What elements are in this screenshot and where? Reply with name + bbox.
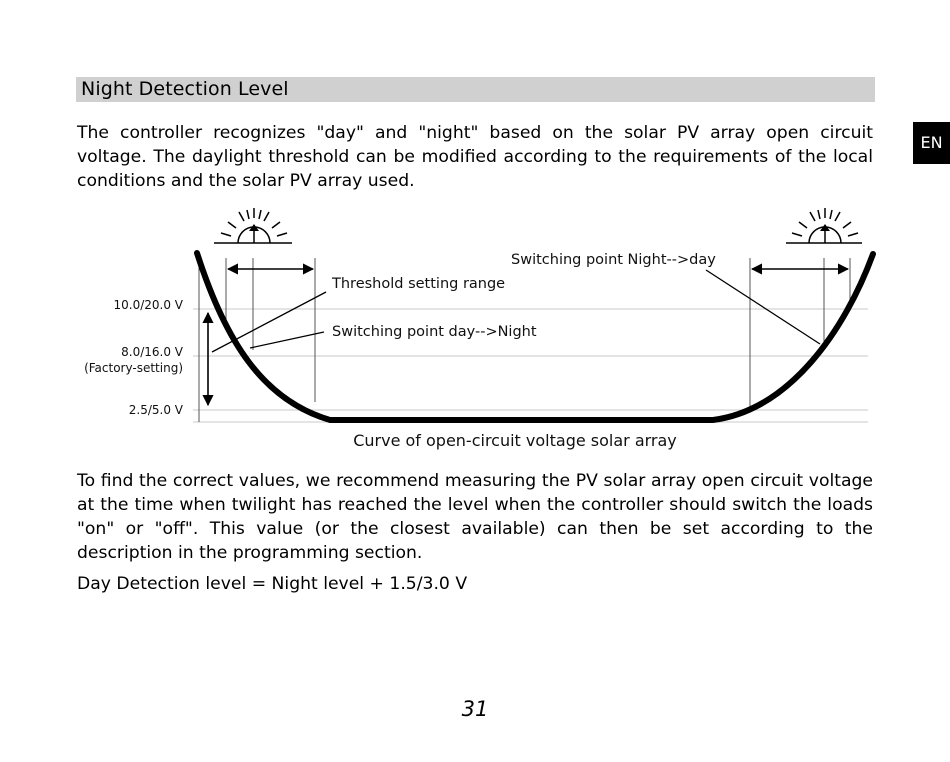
annotation-switch-night-day: Switching point Night-->day	[511, 252, 716, 268]
language-tab[interactable]: EN	[913, 122, 950, 164]
y-label-low: 2.5/5.0 V	[128, 403, 183, 417]
leader-day-night	[250, 332, 324, 348]
annotation-threshold-range: Threshold setting range	[332, 276, 506, 292]
y-label-mid-note: (Factory-setting)	[84, 361, 183, 375]
page-number: 31	[461, 697, 489, 721]
day-detection-formula: Day Detection level = Night level + 1.5/3.0 V	[77, 574, 468, 594]
intro-paragraph: The controller recognizes "day" and "night" based on the solar PV array open circuit voltage. The daylight threshold can be modified according to the requirements of the local conditions and the solar PV array used.	[77, 123, 873, 191]
y-label-mid: 8.0/16.0 V	[121, 345, 183, 359]
section-title: Night Detection Level	[81, 78, 289, 100]
leader-threshold	[212, 292, 326, 352]
recommendation-paragraph: To find the correct values, we recommend measuring the PV solar array open circuit voltage at the time when twilight has reached the level when the controller should switch the loads "on" or "off". This value (or the closest available) can then be set according to the description in the programming section.	[77, 471, 873, 563]
y-label-high: 10.0/20.0 V	[113, 298, 183, 312]
diagram-caption: Curve of open-circuit voltage solar array	[353, 431, 677, 450]
sun-left-icon	[214, 208, 292, 243]
sun-right-icon	[786, 208, 862, 243]
annotation-switch-day-night: Switching point day-->Night	[332, 324, 537, 340]
leader-night-day	[706, 270, 820, 344]
